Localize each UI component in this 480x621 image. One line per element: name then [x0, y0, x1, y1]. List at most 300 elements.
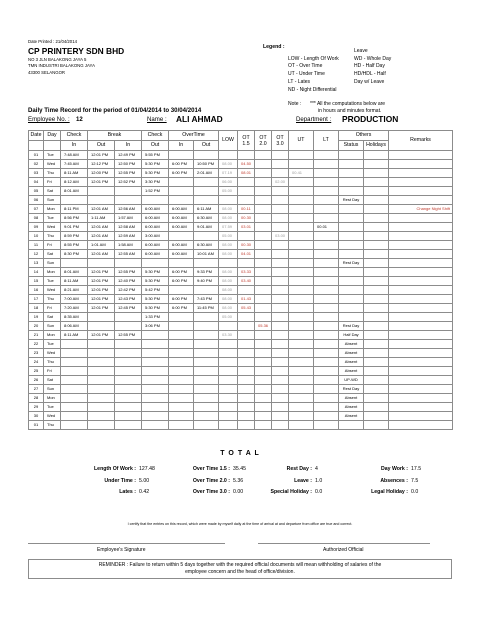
- cell-check-out: 5:30 PM: [142, 304, 169, 313]
- cell-break-out: 12:01 AM: [88, 250, 115, 259]
- cell-remarks: [389, 412, 453, 421]
- total-label: Special Holiday :: [270, 489, 312, 495]
- cell-ut: [289, 331, 314, 340]
- cell-low: 08.00: [219, 304, 238, 313]
- cell-remarks: [389, 313, 453, 322]
- table-row: [29, 187, 453, 196]
- cell-check-out: [142, 196, 169, 205]
- cell-ot-in: [169, 232, 194, 241]
- cell-break-out: 12:01 PM: [88, 151, 115, 160]
- cell-date: 23: [29, 349, 44, 358]
- table-row: [29, 376, 453, 385]
- table-row: [29, 313, 453, 322]
- cell-low: [219, 403, 238, 412]
- table-row: [29, 349, 453, 358]
- cell-remarks: Change Night Shift: [389, 205, 453, 214]
- cell-day: Thu: [44, 358, 61, 367]
- cell-check-in: [61, 196, 88, 205]
- cell-status: UP-WD: [339, 376, 364, 385]
- total-label: Over Time 1.5 :: [192, 466, 230, 472]
- cell-ot-in: [169, 178, 194, 187]
- cell-ot-out: [194, 403, 219, 412]
- cell-lt: [314, 250, 339, 259]
- cell-ot3: [272, 250, 289, 259]
- cell-low: 03.30: [219, 331, 238, 340]
- cell-ot-in: 6:00 PM: [169, 304, 194, 313]
- cell-break-out: [88, 187, 115, 196]
- cell-date: 27: [29, 385, 44, 394]
- table-row: [29, 277, 453, 286]
- cell-check-out: 5:30 PM: [142, 295, 169, 304]
- cell-check-out: 6:00 AM: [142, 214, 169, 223]
- cell-break-out: [88, 313, 115, 322]
- cell-holidays: [364, 331, 389, 340]
- cell-break-in: 12:55 PM: [115, 268, 142, 277]
- cell-remarks: [389, 394, 453, 403]
- cell-ot-in: 6:00 PM: [169, 169, 194, 178]
- cell-ot3: [272, 160, 289, 169]
- cell-status: [339, 223, 364, 232]
- department: PRODUCTION: [342, 114, 399, 124]
- cell-remarks: [389, 286, 453, 295]
- cell-status: Absent: [339, 403, 364, 412]
- col-check-in: In: [61, 141, 88, 151]
- cell-check-in: 7:45 AM: [61, 160, 88, 169]
- note-label: Note :: [288, 101, 302, 107]
- cell-remarks: [389, 160, 453, 169]
- cell-ot3: [272, 187, 289, 196]
- cell-ot-out: [194, 331, 219, 340]
- cell-check-out: [142, 349, 169, 358]
- cell-check-in: 8:30 PM: [61, 250, 88, 259]
- cell-lt: [314, 160, 339, 169]
- cell-ot2: [255, 151, 272, 160]
- cell-day: Thu: [44, 295, 61, 304]
- cell-holidays: [364, 241, 389, 250]
- cell-date: 24: [29, 358, 44, 367]
- cell-remarks: [389, 223, 453, 232]
- legend-item: Day w/ Leave: [354, 79, 385, 85]
- cell-holidays: [364, 367, 389, 376]
- cell-date: 09: [29, 223, 44, 232]
- cell-check-out: [142, 412, 169, 421]
- cell-ut: [289, 367, 314, 376]
- company-name: CP PRINTERY SDN BHD: [28, 46, 125, 56]
- cell-low: 05.00: [219, 313, 238, 322]
- cell-day: Sat: [44, 250, 61, 259]
- cell-ut: [289, 214, 314, 223]
- cell-break-in: 12:45 PM: [115, 304, 142, 313]
- cell-ot-out: [194, 358, 219, 367]
- cell-ot2: [255, 214, 272, 223]
- cell-check-in: 8:01 AM: [61, 268, 88, 277]
- cell-ot-out: 9:01 AM: [194, 223, 219, 232]
- table-header-row: [29, 131, 453, 141]
- table-row: [29, 250, 453, 259]
- cell-day: Wed: [44, 349, 61, 358]
- cell-check-out: [142, 394, 169, 403]
- cell-status: [339, 286, 364, 295]
- cell-break-out: [88, 340, 115, 349]
- cell-lt: [314, 187, 339, 196]
- cell-ot3: [272, 277, 289, 286]
- cell-status: [339, 151, 364, 160]
- reminder-box: [28, 559, 452, 579]
- table-row: [29, 205, 453, 214]
- cell-low: [219, 196, 238, 205]
- cell-holidays: [364, 223, 389, 232]
- cell-ot15: 03.33: [238, 268, 255, 277]
- employee-name: ALI AHMAD: [176, 114, 223, 124]
- cell-ot-in: [169, 421, 194, 430]
- cell-check-in: [61, 340, 88, 349]
- cell-check-out: 5:30 PM: [142, 160, 169, 169]
- cell-ot15: [238, 340, 255, 349]
- cell-ot15: 01.43: [238, 295, 255, 304]
- cell-ot-in: [169, 358, 194, 367]
- cell-status: [339, 268, 364, 277]
- cell-day: Sat: [44, 187, 61, 196]
- cell-check-in: [61, 259, 88, 268]
- cell-ot-in: [169, 313, 194, 322]
- cell-check-out: 6:00 AM: [142, 250, 169, 259]
- cell-ot15: [238, 196, 255, 205]
- cell-low: 07.59: [219, 223, 238, 232]
- cell-ot2: [255, 286, 272, 295]
- cell-ot15: 08.01: [238, 169, 255, 178]
- table-row: [29, 259, 453, 268]
- cell-ot2: [255, 232, 272, 241]
- cell-ot-in: [169, 259, 194, 268]
- cell-ot15: [238, 376, 255, 385]
- cell-low: [219, 349, 238, 358]
- cell-ot3: [272, 412, 289, 421]
- cell-date: 29: [29, 403, 44, 412]
- cell-ot-in: [169, 394, 194, 403]
- cell-lt: [314, 394, 339, 403]
- total-value: 35.45: [233, 466, 246, 472]
- cell-date: 04: [29, 178, 44, 187]
- cell-holidays: [364, 403, 389, 412]
- cell-ut: [289, 160, 314, 169]
- legend-item: HD/HDL - Half: [354, 71, 386, 77]
- table-row: [29, 322, 453, 331]
- cell-lt: [314, 385, 339, 394]
- employee-no: 12: [76, 116, 83, 123]
- cell-holidays: [364, 358, 389, 367]
- cell-holidays: [364, 349, 389, 358]
- cell-status: [339, 160, 364, 169]
- cell-date: 05: [29, 187, 44, 196]
- legend-item: Leave: [354, 48, 368, 54]
- cell-ot2: [255, 367, 272, 376]
- cell-low: 08.00: [219, 295, 238, 304]
- cell-remarks: [389, 187, 453, 196]
- col-check-out: Out: [142, 141, 169, 151]
- cell-date: 25: [29, 367, 44, 376]
- cell-ot3: [272, 421, 289, 430]
- cell-ot-out: [194, 187, 219, 196]
- cell-day: Fri: [44, 304, 61, 313]
- cell-check-out: 6:00 AM: [142, 223, 169, 232]
- cell-day: Mon: [44, 331, 61, 340]
- total-label: Legal Holiday :: [371, 489, 408, 495]
- cell-date: 12: [29, 250, 44, 259]
- cell-break-in: 12:50 PM: [115, 160, 142, 169]
- cell-ot3: [272, 385, 289, 394]
- cell-ot3: [272, 331, 289, 340]
- company-address-3: 43300 SELANGOR: [28, 70, 66, 75]
- total-value: 0.42: [139, 489, 150, 495]
- cell-check-in: 8:56 PM: [61, 214, 88, 223]
- cell-lt: [314, 367, 339, 376]
- cell-low: 08.00: [219, 286, 238, 295]
- signature-line-employee: [28, 543, 225, 544]
- cell-remarks: [389, 358, 453, 367]
- col-break-in: In: [115, 141, 142, 151]
- table-row: [29, 268, 453, 277]
- cell-low: [219, 322, 238, 331]
- cell-day: Mon: [44, 268, 61, 277]
- table-row: [29, 241, 453, 250]
- cell-ot-out: [194, 313, 219, 322]
- col-low: LOW: [219, 131, 238, 151]
- cell-ot15: [238, 187, 255, 196]
- cell-ot3: [272, 214, 289, 223]
- cell-check-out: 6:00 AM: [142, 205, 169, 214]
- total-value: 0.0: [315, 489, 323, 495]
- col-remarks: Remarks: [389, 131, 453, 151]
- cell-remarks: [389, 304, 453, 313]
- cell-ot15: 00.30: [238, 214, 255, 223]
- cell-ot-in: [169, 331, 194, 340]
- cell-ot-in: [169, 151, 194, 160]
- total-value: 5.36: [233, 478, 244, 484]
- cell-ot3: [272, 358, 289, 367]
- cell-day: Tue: [44, 340, 61, 349]
- department-label: Department :: [296, 116, 332, 123]
- cell-remarks: [389, 277, 453, 286]
- cell-check-out: 5:42 PM: [142, 286, 169, 295]
- cell-check-in: 8:55 PM: [61, 241, 88, 250]
- cell-low: 08.00: [219, 160, 238, 169]
- cell-break-out: 12:12 PM: [88, 160, 115, 169]
- cell-status: [339, 277, 364, 286]
- cell-holidays: [364, 286, 389, 295]
- cell-ot2: [255, 304, 272, 313]
- cell-ot-out: [194, 232, 219, 241]
- cell-break-out: [88, 358, 115, 367]
- cell-break-out: 1:01 AM: [88, 241, 115, 250]
- cell-break-in: 12:55 PM: [115, 331, 142, 340]
- cell-check-in: [61, 376, 88, 385]
- cell-break-in: [115, 385, 142, 394]
- col-ot15: OT 1.5: [238, 131, 255, 151]
- cell-ut: [289, 340, 314, 349]
- cell-break-in: 1:58 AM: [115, 241, 142, 250]
- legend-item: OT - Over Time: [288, 63, 323, 69]
- cell-ot2: [255, 178, 272, 187]
- cell-lt: [314, 313, 339, 322]
- cell-check-out: 3:06 PM: [142, 322, 169, 331]
- cell-check-in: 8:06 AM: [61, 322, 88, 331]
- col-ot2: OT 2.0: [255, 131, 272, 151]
- cell-remarks: [389, 169, 453, 178]
- cell-check-in: [61, 358, 88, 367]
- cell-check-out: [142, 331, 169, 340]
- cell-break-in: [115, 340, 142, 349]
- cell-ot15: 04.50: [238, 160, 255, 169]
- cell-ot-out: 9:40 PM: [194, 277, 219, 286]
- col-check-in-group: Check: [61, 131, 88, 141]
- cell-ut: [289, 232, 314, 241]
- cell-check-in: 8:01 AM: [61, 187, 88, 196]
- cell-lt: [314, 412, 339, 421]
- cell-status: [339, 187, 364, 196]
- cell-lt: [314, 340, 339, 349]
- note-line-2: in hours and minutes format.: [318, 108, 382, 114]
- total-label: Length Of Work :: [94, 466, 136, 472]
- cell-ot-out: 6:30 AM: [194, 214, 219, 223]
- cell-check-out: 3:30 PM: [142, 178, 169, 187]
- cell-day: Thu: [44, 421, 61, 430]
- cell-ot-out: 7:43 PM: [194, 295, 219, 304]
- cell-day: Sun: [44, 322, 61, 331]
- cell-holidays: [364, 340, 389, 349]
- col-ot-out: Out: [194, 141, 219, 151]
- cell-day: Fri: [44, 241, 61, 250]
- cell-remarks: [389, 349, 453, 358]
- cell-check-in: [61, 412, 88, 421]
- col-date-blank: [29, 141, 44, 151]
- cell-ut: [289, 151, 314, 160]
- cell-day: Fri: [44, 367, 61, 376]
- cell-ut: [289, 268, 314, 277]
- cell-status: Absent: [339, 367, 364, 376]
- cell-ot2: [255, 421, 272, 430]
- cell-ot3: [272, 394, 289, 403]
- cell-ot-in: [169, 376, 194, 385]
- col-ot3: OT 3.0: [272, 131, 289, 151]
- cell-lt: [314, 403, 339, 412]
- cell-ut: [289, 412, 314, 421]
- cell-ot3: 02.00: [272, 178, 289, 187]
- cell-holidays: [364, 232, 389, 241]
- cell-check-out: 1:52 PM: [142, 187, 169, 196]
- cell-lt: [314, 241, 339, 250]
- cell-check-in: [61, 349, 88, 358]
- cell-holidays: [364, 151, 389, 160]
- cell-date: 26: [29, 376, 44, 385]
- cell-remarks: [389, 367, 453, 376]
- cell-lt: [314, 358, 339, 367]
- cell-break-in: [115, 358, 142, 367]
- cell-ot-in: 6:00 AM: [169, 250, 194, 259]
- table-row: [29, 340, 453, 349]
- cell-check-in: 7:00 AM: [61, 295, 88, 304]
- cell-break-out: [88, 259, 115, 268]
- cell-remarks: [389, 151, 453, 160]
- cell-ot15: [238, 322, 255, 331]
- cell-break-in: 12:55 AM: [115, 250, 142, 259]
- cell-holidays: [364, 160, 389, 169]
- cell-break-out: 12:01 PM: [88, 331, 115, 340]
- cell-status: Rest Day: [339, 259, 364, 268]
- cell-ot-in: [169, 286, 194, 295]
- total-value: 17.5: [411, 466, 422, 472]
- cell-ot-out: [194, 340, 219, 349]
- cell-ot-out: 2:01 AM: [194, 169, 219, 178]
- employee-no-label: Employee No. :: [28, 116, 70, 123]
- cell-holidays: [364, 376, 389, 385]
- cell-ot2: [255, 331, 272, 340]
- cell-ot-out: 11:45 PM: [194, 304, 219, 313]
- cell-lt: 00.01: [314, 223, 339, 232]
- cell-date: 06: [29, 196, 44, 205]
- cell-lt: [314, 169, 339, 178]
- cell-lt: [314, 322, 339, 331]
- legend-title: Legend :: [263, 44, 285, 50]
- cell-break-in: 12:49 PM: [115, 151, 142, 160]
- cell-ot2: [255, 376, 272, 385]
- cell-break-out: [88, 376, 115, 385]
- cell-ot-out: [194, 286, 219, 295]
- cell-date: 22: [29, 340, 44, 349]
- cell-ot-in: [169, 349, 194, 358]
- cell-low: 08.00: [219, 214, 238, 223]
- cell-holidays: [364, 259, 389, 268]
- cell-break-in: 12:40 PM: [115, 277, 142, 286]
- cell-ot-in: 6:00 PM: [169, 268, 194, 277]
- cell-status: Absent: [339, 394, 364, 403]
- cell-check-in: 9:01 PM: [61, 223, 88, 232]
- cell-holidays: [364, 169, 389, 178]
- cell-break-in: [115, 394, 142, 403]
- cell-break-out: 12:01 AM: [88, 232, 115, 241]
- cell-ot15: [238, 367, 255, 376]
- cell-check-out: [142, 358, 169, 367]
- cell-break-out: 12:01 PM: [88, 295, 115, 304]
- cell-ot2: [255, 268, 272, 277]
- cell-lt: [314, 286, 339, 295]
- col-status: Status: [339, 141, 364, 151]
- cell-date: 02: [29, 160, 44, 169]
- reminder-line-2: employee concern and the head of office/division.: [185, 569, 295, 575]
- cell-ot2: [255, 250, 272, 259]
- cell-lt: [314, 349, 339, 358]
- cell-status: [339, 304, 364, 313]
- cell-ot-out: [194, 367, 219, 376]
- cell-lt: [314, 178, 339, 187]
- cell-ot2: [255, 169, 272, 178]
- cell-ot-out: [194, 385, 219, 394]
- cell-ot-out: 9:33 PM: [194, 268, 219, 277]
- cell-ot15: [238, 412, 255, 421]
- cell-ot15: [238, 358, 255, 367]
- table-row: [29, 421, 453, 430]
- total-label: Day Work :: [380, 466, 408, 472]
- cell-holidays: [364, 421, 389, 430]
- cell-date: 17: [29, 295, 44, 304]
- cell-low: [219, 358, 238, 367]
- cell-remarks: [389, 421, 453, 430]
- cell-day: Mon: [44, 205, 61, 214]
- cell-check-out: [142, 403, 169, 412]
- cell-ot15: [238, 286, 255, 295]
- cell-holidays: [364, 385, 389, 394]
- cell-date: 30: [29, 412, 44, 421]
- cell-break-in: 12:43 PM: [115, 295, 142, 304]
